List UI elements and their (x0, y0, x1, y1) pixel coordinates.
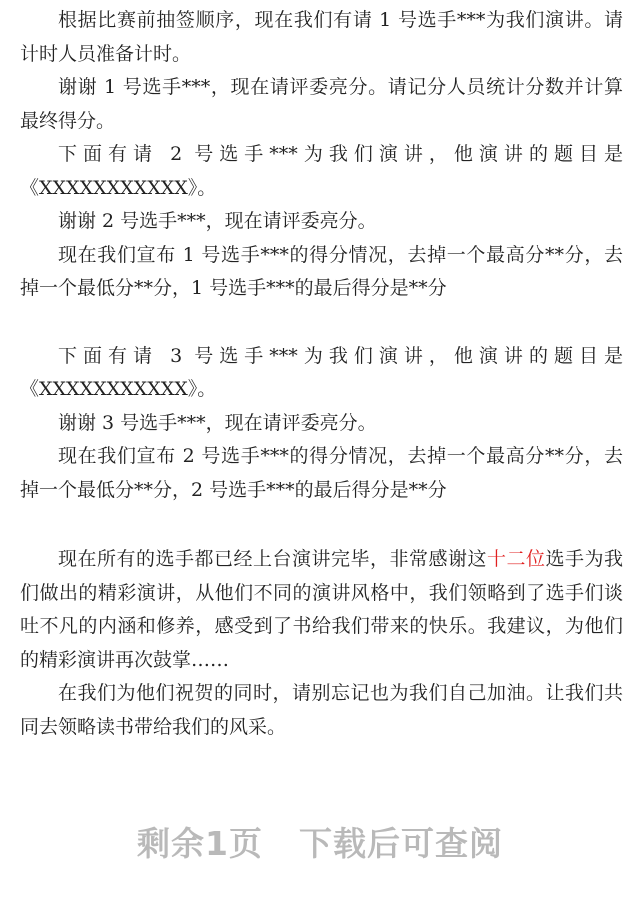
paragraph: 根据比赛前抽签顺序，现在我们有请 1 号选手***为我们演讲。请计时人员准备计时。 (20, 9, 623, 65)
paragraph: 谢谢 3 号选手***，现在请评委亮分。 (58, 411, 377, 434)
closing-paragraph (20, 543, 623, 677)
document-body (20, 4, 623, 744)
remaining-pages-label: 剩余1页 (137, 824, 263, 863)
paragraph: 下面有请 3 号选手***为我们演讲，他演讲的题目是《XXXXXXXXXXX》。 (20, 344, 623, 400)
closing-text-end: 选手为我们做出的精彩演讲，从他们不同的演讲风格中，我们领略到了选手们谈吐不凡的内涵和修养，感受到了书给我们带来的快乐。我建议，为他们的精彩演讲再次鼓掌…… (20, 548, 623, 671)
paragraph: 下面有请 2 号选手***为我们演讲，他演讲的题目是《XXXXXXXXXXX》。 (20, 143, 623, 199)
paragraph: 谢谢 1 号选手***，现在请评委亮分。请记分人员统计分数并计算最终得分。 (20, 76, 623, 132)
blank-line (20, 306, 623, 340)
highlighted-text: 十二位 (486, 548, 546, 570)
blank-line (20, 507, 623, 543)
final-paragraph: 在我们为他们祝贺的同时，请别忘记也为我们自己加油。让我们共同去领略读书带给我们的风采。 (20, 682, 623, 738)
download-hint-label: 下载后可查阅 (298, 824, 503, 863)
paragraph: 现在我们宣布 2 号选手***的得分情况，去掉一个最高分**分，去掉一个最低分**分，2 号选手***的最后得分是**分 (20, 445, 623, 501)
download-banner[interactable] (0, 818, 640, 865)
paragraph: 谢谢 2 号选手***，现在请评委亮分。 (58, 210, 377, 232)
paragraph: 现在我们宣布 1 号选手***的得分情况，去掉一个最高分**分，去掉一个最低分**分，1 号选手***的最后得分是**分 (20, 243, 623, 299)
closing-text-start: 现在所有的选手都已经上台演讲完毕，非常感谢这 (58, 548, 487, 570)
